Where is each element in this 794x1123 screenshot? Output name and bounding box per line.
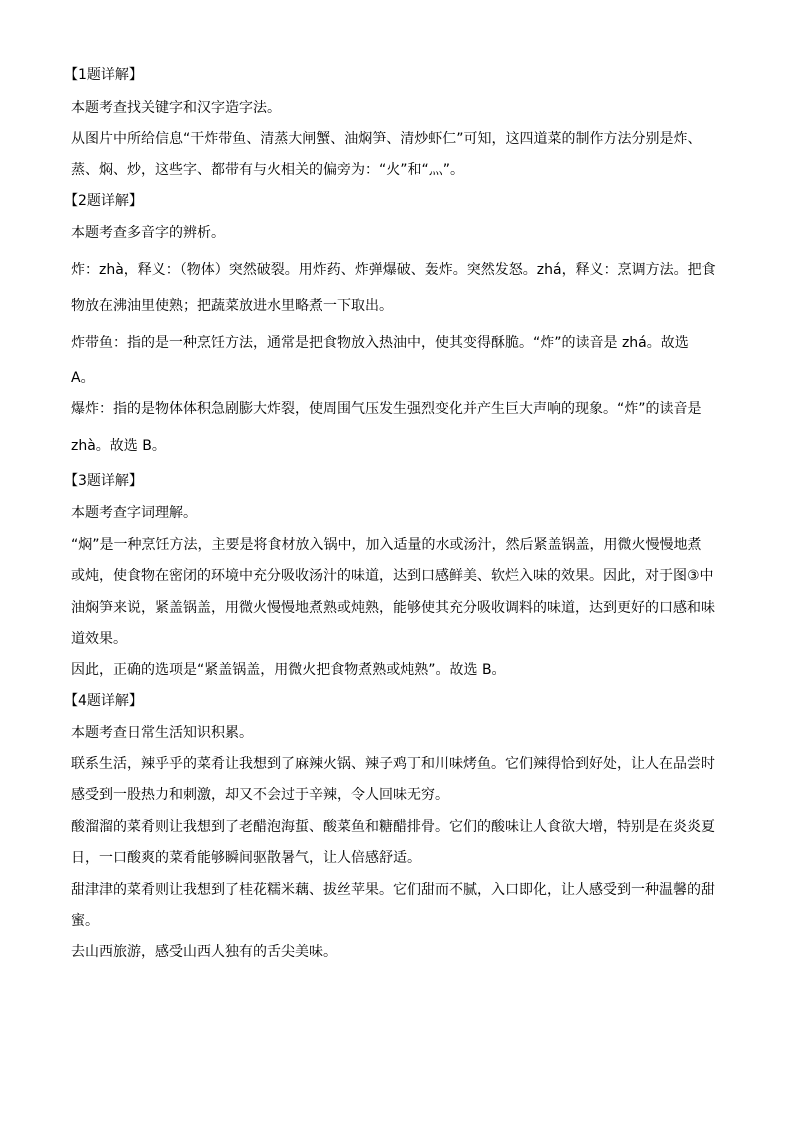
section-heading-1: 【1题详解】 — [64, 67, 143, 83]
text-line: 从图片中所给信息“干炸带鱼、清蒸大闸蟹、油焖笋、清炒虾仁”可知，这四道菜的制作方法分别是炸、 — [71, 131, 702, 147]
text-line: 油焖笋来说，紧盖锅盖，用微火慢慢地煮熟或炖熟，能够使其充分吸收调料的味道，达到更好的口感和味 — [71, 600, 715, 616]
text-line: 本题考查找关键字和汉字造字法。 — [71, 100, 281, 116]
text-line: A。 — [71, 370, 95, 386]
text-line: “焖”是一种烹饪方法，主要是将食材放入锅中，加入适量的水或汤汁，然后紧盖锅盖，用微火慢慢地煮 — [71, 537, 702, 553]
text-line: 炸带鱼：指的是一种烹饪方法，通常是把食物放入热油中，使其变得酥脆。“炸”的读音是 zhá。故选 — [71, 335, 689, 351]
text-line: 日，一口酸爽的菜肴能够瞬间驱散暑气，让人倍感舒适。 — [71, 850, 421, 866]
section-heading-3: 【3题详解】 — [64, 473, 143, 489]
section-heading-2: 【2题详解】 — [64, 193, 143, 209]
text-line: 或炖，使食物在密闭的环境中充分吸收汤汁的味道，达到口感鲜美、软烂入味的效果。因此，对于图③中 — [71, 568, 714, 584]
text-line: 去山西旅游，感受山西人独有的舌尖美味。 — [71, 944, 337, 960]
text-line: 炸：zhà，释义：（物体）突然破裂。用炸药、炸弹爆破、轰炸。突然发怒。zhá，释义：烹调方法。把食 — [71, 262, 716, 278]
text-line: 因此，正确的选项是“紧盖锅盖，用微火把食物煮熟或炖熟”。故选 B。 — [71, 662, 506, 678]
text-line: 甜津津的菜肴则让我想到了桂花糯米藕、拔丝苹果。它们甜而不腻，入口即化，让人感受到一种温馨的甜 — [71, 882, 715, 898]
text-line: 本题考查字词理解。 — [71, 505, 197, 521]
text-line: 道效果。 — [71, 631, 127, 647]
text-line: 本题考查日常生活知识积累。 — [71, 725, 253, 741]
text-line: 蜜。 — [71, 913, 99, 929]
text-line: 感受到一股热力和刺激，却又不会过于辛辣，令人回味无穷。 — [71, 787, 449, 803]
section-heading-4: 【4题详解】 — [64, 693, 143, 709]
text-line: zhà。故选 B。 — [71, 438, 166, 454]
text-line: 本题考查多音字的辨析。 — [71, 225, 225, 241]
text-line: 联系生活，辣乎乎的菜肴让我想到了麻辣火锅、辣子鸡丁和川味烤鱼。它们辣得恰到好处，让人在品尝时 — [71, 756, 715, 772]
text-line: 物放在沸油里使熟；把蔬菜放进水里略煮一下取出。 — [71, 298, 393, 314]
text-line: 爆炸：指的是物体体积急剧膨大炸裂，使周围气压发生强烈变化并产生巨大声响的现象。“炸”的读音是 — [71, 401, 702, 417]
text-line: 蒸、焖、炒，这些字、都带有与火相关的偏旁为：“火”和“灬”。 — [71, 162, 465, 178]
text-line: 酸溜溜的菜肴则让我想到了老醋泡海蜇、酸菜鱼和糖醋排骨。它们的酸味让人食欲大增，特别是在炎炎夏 — [71, 819, 715, 835]
